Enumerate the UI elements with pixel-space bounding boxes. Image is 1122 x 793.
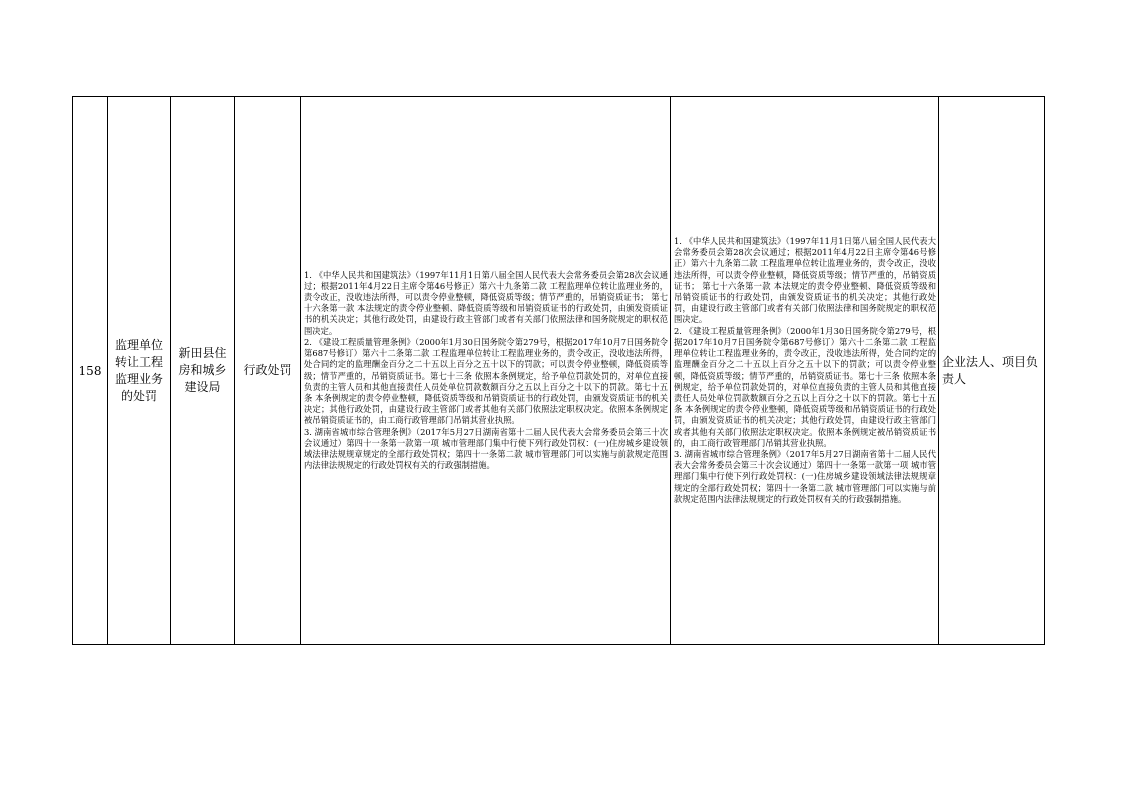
item-name-cell: 监理单位转让工程监理业务的处罚 (108, 97, 171, 645)
legal-basis-cell-duplicate (671, 97, 939, 645)
legal-basis-paragraph: 2. 《建设工程质量管理条例》（2000年1月30日国务院令第279号，根据2017年10月7日国务院令第687号修订）第六十二条第二款 工程监理单位转让工程监理业务的，责令改正，没收违法所得，处合同约定的监理酬金百分之二十五以上百分之五十以下的罚款；可以责令停业整顿，降低资质等级；情节严重的，吊销资质证书。第七十三条 依照本条例规定，给予单位罚款处罚的，对单位直接负责的主管人员和其他直接责任人员处单位罚款数额百分之五以上百分之十以下的罚款。第七十五条 本条例规定的责令停业整顿，降低资质等级和吊销资质证书的行政处罚，由颁发资质证书的机关决定；其他行政处罚，由建设行政主管部门或者其他有关部门依照法定职权决定。依照本条例规定被吊销资质证书的，由工商行政管理部门吊销其营业执照。 (304, 336, 668, 426)
power-list-table (72, 96, 1045, 645)
legal-basis-paragraph: 1. 《中华人民共和国建筑法》（1997年11月1日第八届全国人民代表大会常务委员会第28次会议通过；根据2011年4月22日主席令第46号修正）第六十九条第二款 工程监理单位转让监理业务的，责令改正，没收违法所得，可以责令停业整顿，降低资质等级；情节严重的，吊销资质证书； 第七十六条第一款 本法规定的责令停业整顿、降低资质等级和吊销资质证书的行政处罚，由颁发资质证书的机关决定；其他行政处罚，由建设行政主管部门或者有关部门依照法律和国务院规定的职权范围决定。 (674, 236, 936, 325)
legal-basis-paragraph: 3. 湖南省城市综合管理条例》（2017年5月27日湖南省第十二届人民代表大会常务委员会第三十次会议通过）第四十一条第一款第一项 城市管理部门集中行使下列行政处罚权：(一)住房城乡建设领域法律法规规章规定的全部行政处罚权；第四十一条第二款 城市管理部门可以实施与前款规定范围内法律法规规定的行政处罚权有关的行政强制措施。 (304, 426, 668, 471)
legal-basis-paragraph: 3. 湖南省城市综合管理条例》（2017年5月27日湖南省第十二届人民代表大会常务委员会第三十次会议通过）第四十一条第一款第一项 城市管理部门集中行使下列行政处罚权：(一)住房城乡建设领域法律法规规章规定的全部行政处罚权；第四十一条第二款 城市管理部门可以实施与前款规定范围内法律法规规定的行政处罚权有关的行政强制措施。 (674, 448, 936, 504)
row-number: 158 (73, 97, 108, 645)
power-type-cell: 行政处罚 (235, 97, 301, 645)
legal-basis-paragraph: 2. 《建设工程质量管理条例》（2000年1月30日国务院令第279号，根据2017年10月7日国务院令第687号修订）第六十二条第二款 工程监理单位转让工程监理业务的，责令改正，没收违法所得，处合同约定的监理酬金百分之二十五以上百分之五十以下的罚款；可以责令停业整顿，降低资质等级；情节严重的，吊销资质证书。第七十三条 依照本条例规定，给予单位罚款处罚的，对单位直接负责的主管人员和其他直接责任人员处单位罚款数额百分之五以上百分之十以下的罚款。第七十五条 本条例规定的责令停业整顿，降低资质等级和吊销资质证书的行政处罚，由颁发资质证书的机关决定；其他行政处罚，由建设行政主管部门或者其他有关部门依照法定职权决定。依照本条例规定被吊销资质证书的，由工商行政管理部门吊销其营业执照。 (674, 325, 936, 448)
legal-basis-paragraph: 1. 《中华人民共和国建筑法》（1997年11月1日第八届全国人民代表大会常务委员会第28次会议通过；根据2011年4月22日主席令第46号修正）第六十九条第二款 工程监理单位转让监理业务的，责令改正，没收违法所得，可以责令停业整顿，降低资质等级；情节严重的，吊销资质证书； 第七十六条第一款 本法规定的责令停业整顿、降低资质等级和吊销资质证书的行政处罚，由颁发资质证书的机关决定；其他行政处罚，由建设行政主管部门或者有关部门依照法律和国务院规定的职权范围决定。 (304, 269, 668, 336)
department-cell: 新田县住房和城乡建设局 (171, 97, 235, 645)
table-row (73, 97, 1045, 645)
subject-cell: 企业法人、项目负责人 (939, 97, 1045, 645)
legal-basis-cell (301, 97, 671, 645)
